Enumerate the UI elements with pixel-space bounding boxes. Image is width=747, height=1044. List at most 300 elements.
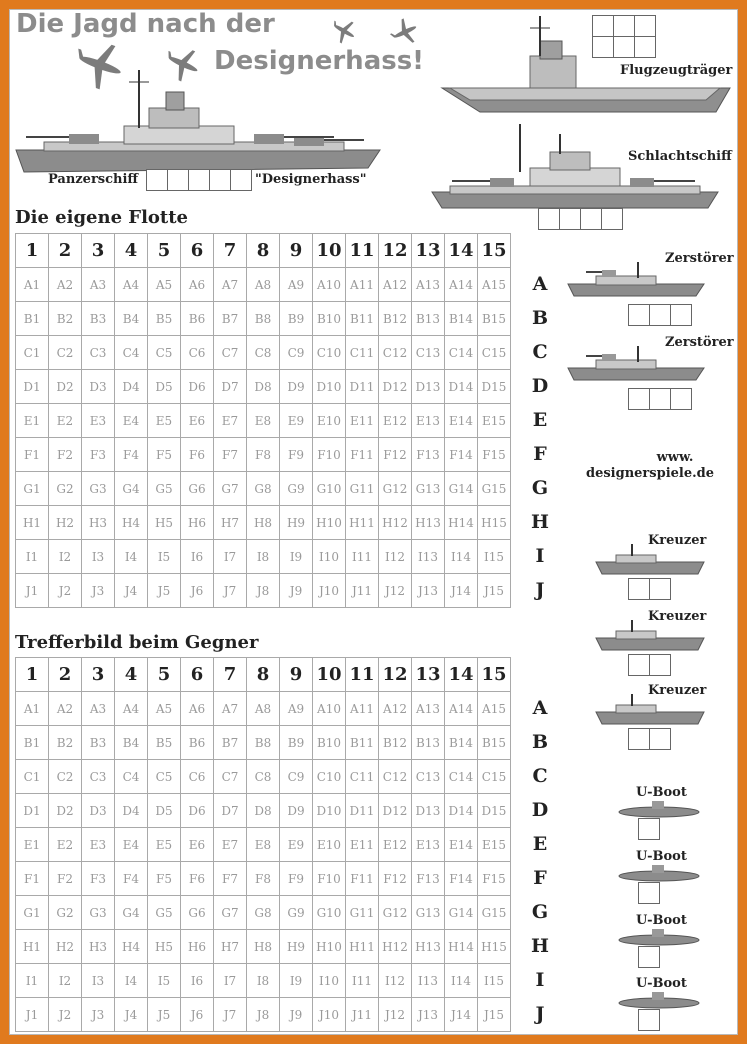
grid-cell[interactable]: J7	[214, 574, 247, 608]
grid-cell[interactable]: B5	[148, 302, 181, 336]
grid-cell[interactable]: B8	[247, 302, 280, 336]
grid-cell[interactable]: H3	[82, 506, 115, 540]
grid-cell[interactable]: I15	[478, 964, 511, 998]
grid-cell[interactable]: E7	[214, 404, 247, 438]
grid-cell[interactable]: E10	[313, 404, 346, 438]
grid-cell[interactable]: D4	[115, 794, 148, 828]
grid-cell[interactable]: H12	[379, 930, 412, 964]
grid-cell[interactable]: B3	[82, 302, 115, 336]
grid-cell[interactable]: E6	[181, 828, 214, 862]
grid-cell[interactable]: G13	[412, 472, 445, 506]
grid-cell[interactable]: C8	[247, 336, 280, 370]
grid-cell[interactable]: J2	[49, 998, 82, 1032]
grid-cell[interactable]: F11	[346, 862, 379, 896]
grid-cell[interactable]: I9	[280, 540, 313, 574]
grid-cell[interactable]: F4	[115, 862, 148, 896]
grid-cell[interactable]: I12	[379, 540, 412, 574]
grid-cell[interactable]: B13	[412, 302, 445, 336]
grid-cell[interactable]: H2	[49, 506, 82, 540]
grid-cell[interactable]: D5	[148, 794, 181, 828]
grid-cell[interactable]: B1	[16, 302, 49, 336]
grid-cell[interactable]: E13	[412, 828, 445, 862]
grid-cell[interactable]: I13	[412, 964, 445, 998]
grid-cell[interactable]: A3	[82, 692, 115, 726]
grid-cell[interactable]: A12	[379, 268, 412, 302]
grid-cell[interactable]: C6	[181, 760, 214, 794]
grid-cell[interactable]: A14	[445, 268, 478, 302]
grid-cell[interactable]: A5	[148, 692, 181, 726]
grid-cell[interactable]: E8	[247, 828, 280, 862]
grid-cell[interactable]: A10	[313, 268, 346, 302]
grid-cell[interactable]: E5	[148, 828, 181, 862]
grid-cell[interactable]: E11	[346, 828, 379, 862]
grid-cell[interactable]: D7	[214, 370, 247, 404]
grid-cell[interactable]: B9	[280, 726, 313, 760]
grid-cell[interactable]: D12	[379, 370, 412, 404]
grid-cell[interactable]: I8	[247, 540, 280, 574]
grid-cell[interactable]: I7	[214, 540, 247, 574]
grid-cell[interactable]: D2	[49, 794, 82, 828]
grid-cell[interactable]: J2	[49, 574, 82, 608]
grid-cell[interactable]: J6	[181, 998, 214, 1032]
grid-cell[interactable]: H3	[82, 930, 115, 964]
grid-cell[interactable]: B2	[49, 302, 82, 336]
grid-cell[interactable]: F5	[148, 438, 181, 472]
grid-cell[interactable]: J11	[346, 574, 379, 608]
grid-cell[interactable]: G7	[214, 896, 247, 930]
grid-cell[interactable]: I14	[445, 540, 478, 574]
grid-cell[interactable]: H1	[16, 506, 49, 540]
grid-cell[interactable]: E14	[445, 404, 478, 438]
grid-cell[interactable]: A7	[214, 268, 247, 302]
grid-cell[interactable]: C9	[280, 336, 313, 370]
grid-cell[interactable]: B3	[82, 726, 115, 760]
grid-cell[interactable]: I2	[49, 964, 82, 998]
grid-cell[interactable]: A1	[16, 268, 49, 302]
grid-cell[interactable]: A2	[49, 692, 82, 726]
carrier-hit-boxes-2[interactable]	[592, 36, 656, 58]
grid-cell[interactable]: D10	[313, 370, 346, 404]
grid-cell[interactable]: H7	[214, 930, 247, 964]
grid-cell[interactable]: C3	[82, 760, 115, 794]
grid-cell[interactable]: G5	[148, 896, 181, 930]
grid-cell[interactable]: F10	[313, 438, 346, 472]
grid-cell[interactable]: H6	[181, 506, 214, 540]
grid-cell[interactable]: C12	[379, 336, 412, 370]
grid-cell[interactable]: F1	[16, 862, 49, 896]
battleship-hit-boxes[interactable]	[538, 208, 623, 230]
grid-cell[interactable]: A4	[115, 692, 148, 726]
grid-cell[interactable]: D8	[247, 370, 280, 404]
grid-cell[interactable]: D13	[412, 370, 445, 404]
grid-cell[interactable]: A15	[478, 268, 511, 302]
grid-cell[interactable]: B12	[379, 726, 412, 760]
grid-cell[interactable]: G6	[181, 472, 214, 506]
grid-cell[interactable]: B15	[478, 302, 511, 336]
grid-cell[interactable]: H6	[181, 930, 214, 964]
grid-cell[interactable]: C5	[148, 760, 181, 794]
grid-cell[interactable]: B15	[478, 726, 511, 760]
grid-cell[interactable]: A8	[247, 268, 280, 302]
uboot-1-hit-box[interactable]	[638, 818, 660, 840]
grid-cell[interactable]: I1	[16, 540, 49, 574]
uboot-3-hit-box[interactable]	[638, 946, 660, 968]
grid-cell[interactable]: F5	[148, 862, 181, 896]
grid-cell[interactable]: G14	[445, 896, 478, 930]
grid-cell[interactable]: A6	[181, 692, 214, 726]
grid-cell[interactable]: H8	[247, 930, 280, 964]
grid-cell[interactable]: E1	[16, 404, 49, 438]
grid-cell[interactable]: J15	[478, 998, 511, 1032]
grid-cell[interactable]: J5	[148, 574, 181, 608]
grid-cell[interactable]: F9	[280, 438, 313, 472]
grid-cell[interactable]: A7	[214, 692, 247, 726]
grid-cell[interactable]: E1	[16, 828, 49, 862]
grid-cell[interactable]: G2	[49, 896, 82, 930]
grid-cell[interactable]: A4	[115, 268, 148, 302]
cruiser-1-hit-boxes[interactable]	[628, 578, 671, 600]
grid-cell[interactable]: E2	[49, 404, 82, 438]
grid-cell[interactable]: E11	[346, 404, 379, 438]
grid-cell[interactable]: B11	[346, 726, 379, 760]
grid-cell[interactable]: D7	[214, 794, 247, 828]
grid-cell[interactable]: D1	[16, 794, 49, 828]
grid-cell[interactable]: B13	[412, 726, 445, 760]
grid-cell[interactable]: E3	[82, 828, 115, 862]
grid-cell[interactable]: F9	[280, 862, 313, 896]
panzerschiff-hit-boxes[interactable]	[146, 169, 252, 191]
grid-cell[interactable]: H7	[214, 506, 247, 540]
grid-cell[interactable]: D9	[280, 370, 313, 404]
grid-cell[interactable]: E5	[148, 404, 181, 438]
grid-cell[interactable]: C15	[478, 336, 511, 370]
grid-cell[interactable]: C12	[379, 760, 412, 794]
grid-cell[interactable]: G11	[346, 896, 379, 930]
destroyer-1-hit-boxes[interactable]	[628, 304, 692, 326]
grid-cell[interactable]: D2	[49, 370, 82, 404]
grid-cell[interactable]: C14	[445, 336, 478, 370]
grid-cell[interactable]: G4	[115, 896, 148, 930]
grid-cell[interactable]: E9	[280, 828, 313, 862]
grid-cell[interactable]: E15	[478, 404, 511, 438]
grid-cell[interactable]: H8	[247, 506, 280, 540]
grid-cell[interactable]: I11	[346, 540, 379, 574]
grid-cell[interactable]: A5	[148, 268, 181, 302]
grid-cell[interactable]: C10	[313, 336, 346, 370]
grid-cell[interactable]: I9	[280, 964, 313, 998]
grid-cell[interactable]: F8	[247, 862, 280, 896]
grid-cell[interactable]: I11	[346, 964, 379, 998]
grid-cell[interactable]: I5	[148, 964, 181, 998]
grid-cell[interactable]: E6	[181, 404, 214, 438]
grid-cell[interactable]: I10	[313, 540, 346, 574]
grid-cell[interactable]: G9	[280, 472, 313, 506]
grid-cell[interactable]: H4	[115, 930, 148, 964]
grid-cell[interactable]: G3	[82, 896, 115, 930]
grid-cell[interactable]: B7	[214, 726, 247, 760]
grid-cell[interactable]: D13	[412, 794, 445, 828]
grid-cell[interactable]: E9	[280, 404, 313, 438]
grid-cell[interactable]: I8	[247, 964, 280, 998]
grid-cell[interactable]: G1	[16, 896, 49, 930]
grid-cell[interactable]: F13	[412, 438, 445, 472]
cruiser-3-hit-boxes[interactable]	[628, 728, 671, 750]
grid-cell[interactable]: E8	[247, 404, 280, 438]
grid-cell[interactable]: H11	[346, 506, 379, 540]
grid-cell[interactable]: F3	[82, 862, 115, 896]
cruiser-2-hit-boxes[interactable]	[628, 654, 671, 676]
grid-cell[interactable]: D14	[445, 370, 478, 404]
grid-cell[interactable]: J8	[247, 574, 280, 608]
grid-cell[interactable]: I2	[49, 540, 82, 574]
grid-cell[interactable]: H10	[313, 930, 346, 964]
grid-cell[interactable]: H9	[280, 930, 313, 964]
grid-cell[interactable]: I6	[181, 540, 214, 574]
grid-cell[interactable]: I3	[82, 540, 115, 574]
grid-cell[interactable]: C2	[49, 760, 82, 794]
grid-cell[interactable]: H14	[445, 506, 478, 540]
uboot-4-hit-box[interactable]	[638, 1009, 660, 1031]
uboot-2-hit-box[interactable]	[638, 882, 660, 904]
grid-cell[interactable]: J12	[379, 574, 412, 608]
grid-cell[interactable]: B14	[445, 302, 478, 336]
grid-cell[interactable]: E2	[49, 828, 82, 862]
grid-cell[interactable]: F10	[313, 862, 346, 896]
grid-cell[interactable]: A13	[412, 692, 445, 726]
grid-cell[interactable]: I4	[115, 964, 148, 998]
grid-cell[interactable]: A11	[346, 268, 379, 302]
grid-cell[interactable]: J11	[346, 998, 379, 1032]
grid-cell[interactable]: B12	[379, 302, 412, 336]
grid-cell[interactable]: B6	[181, 302, 214, 336]
grid-cell[interactable]: J14	[445, 998, 478, 1032]
grid-cell[interactable]: D3	[82, 794, 115, 828]
grid-cell[interactable]: D11	[346, 794, 379, 828]
grid-cell[interactable]: H2	[49, 930, 82, 964]
grid-cell[interactable]: F12	[379, 862, 412, 896]
grid-cell[interactable]: J5	[148, 998, 181, 1032]
grid-cell[interactable]: B7	[214, 302, 247, 336]
grid-cell[interactable]: I15	[478, 540, 511, 574]
grid-cell[interactable]: C8	[247, 760, 280, 794]
grid-cell[interactable]: F7	[214, 862, 247, 896]
grid-cell[interactable]: A8	[247, 692, 280, 726]
grid-cell[interactable]: J10	[313, 998, 346, 1032]
grid-cell[interactable]: J15	[478, 574, 511, 608]
grid-cell[interactable]: J9	[280, 998, 313, 1032]
grid-cell[interactable]: A14	[445, 692, 478, 726]
grid-cell[interactable]: A13	[412, 268, 445, 302]
grid-cell[interactable]: I12	[379, 964, 412, 998]
grid-cell[interactable]: B9	[280, 302, 313, 336]
grid-cell[interactable]: A9	[280, 268, 313, 302]
grid-cell[interactable]: F11	[346, 438, 379, 472]
grid-cell[interactable]: I7	[214, 964, 247, 998]
grid-cell[interactable]: C14	[445, 760, 478, 794]
grid-cell[interactable]: H11	[346, 930, 379, 964]
grid-cell[interactable]: H13	[412, 930, 445, 964]
grid-cell[interactable]: F12	[379, 438, 412, 472]
grid-cell[interactable]: C11	[346, 336, 379, 370]
grid-cell[interactable]: D3	[82, 370, 115, 404]
grid-cell[interactable]: F15	[478, 438, 511, 472]
grid-cell[interactable]: C11	[346, 760, 379, 794]
grid-cell[interactable]: D10	[313, 794, 346, 828]
grid-cell[interactable]: A15	[478, 692, 511, 726]
grid-cell[interactable]: H13	[412, 506, 445, 540]
grid-cell[interactable]: C9	[280, 760, 313, 794]
grid-cell[interactable]: J4	[115, 998, 148, 1032]
grid-cell[interactable]: E3	[82, 404, 115, 438]
grid-cell[interactable]: G8	[247, 472, 280, 506]
grid-cell[interactable]: I13	[412, 540, 445, 574]
grid-cell[interactable]: B10	[313, 302, 346, 336]
grid-cell[interactable]: D14	[445, 794, 478, 828]
grid-cell[interactable]: G3	[82, 472, 115, 506]
grid-cell[interactable]: C10	[313, 760, 346, 794]
grid-cell[interactable]: J7	[214, 998, 247, 1032]
grid-cell[interactable]: C1	[16, 760, 49, 794]
grid-cell[interactable]: E12	[379, 828, 412, 862]
grid-cell[interactable]: E14	[445, 828, 478, 862]
grid-cell[interactable]: D9	[280, 794, 313, 828]
grid-cell[interactable]: F14	[445, 862, 478, 896]
grid-cell[interactable]: C6	[181, 336, 214, 370]
grid-cell[interactable]: E10	[313, 828, 346, 862]
grid-cell[interactable]: J14	[445, 574, 478, 608]
grid-cell[interactable]: H15	[478, 930, 511, 964]
grid-cell[interactable]: B6	[181, 726, 214, 760]
grid-cell[interactable]: B5	[148, 726, 181, 760]
grid-cell[interactable]: B8	[247, 726, 280, 760]
grid-cell[interactable]: F2	[49, 862, 82, 896]
grid-cell[interactable]: E13	[412, 404, 445, 438]
grid-cell[interactable]: I6	[181, 964, 214, 998]
grid-cell[interactable]: I3	[82, 964, 115, 998]
grid-cell[interactable]: A12	[379, 692, 412, 726]
grid-cell[interactable]: D15	[478, 370, 511, 404]
grid-cell[interactable]: A6	[181, 268, 214, 302]
grid-cell[interactable]: I10	[313, 964, 346, 998]
grid-cell[interactable]: F14	[445, 438, 478, 472]
grid-cell[interactable]: A11	[346, 692, 379, 726]
grid-cell[interactable]: G6	[181, 896, 214, 930]
grid-cell[interactable]: F8	[247, 438, 280, 472]
grid-cell[interactable]: F13	[412, 862, 445, 896]
grid-cell[interactable]: G13	[412, 896, 445, 930]
grid-cell[interactable]: C1	[16, 336, 49, 370]
grid-cell[interactable]: J1	[16, 998, 49, 1032]
grid-cell[interactable]: G15	[478, 472, 511, 506]
grid-cell[interactable]: E4	[115, 404, 148, 438]
grid-cell[interactable]: B10	[313, 726, 346, 760]
grid-cell[interactable]: J1	[16, 574, 49, 608]
grid-cell[interactable]: F4	[115, 438, 148, 472]
grid-cell[interactable]: G10	[313, 896, 346, 930]
grid-cell[interactable]: J12	[379, 998, 412, 1032]
grid-cell[interactable]: J4	[115, 574, 148, 608]
grid-cell[interactable]: H10	[313, 506, 346, 540]
grid-cell[interactable]: H5	[148, 930, 181, 964]
grid-cell[interactable]: J3	[82, 574, 115, 608]
carrier-hit-boxes[interactable]	[592, 15, 656, 37]
grid-cell[interactable]: H5	[148, 506, 181, 540]
grid-cell[interactable]: F1	[16, 438, 49, 472]
grid-cell[interactable]: C2	[49, 336, 82, 370]
grid-cell[interactable]: C4	[115, 760, 148, 794]
grid-cell[interactable]: F6	[181, 438, 214, 472]
grid-cell[interactable]: B1	[16, 726, 49, 760]
grid-cell[interactable]: I4	[115, 540, 148, 574]
grid-cell[interactable]: A1	[16, 692, 49, 726]
grid-cell[interactable]: G12	[379, 472, 412, 506]
grid-cell[interactable]: G9	[280, 896, 313, 930]
grid-cell[interactable]: J6	[181, 574, 214, 608]
grid-cell[interactable]: A2	[49, 268, 82, 302]
grid-cell[interactable]: J3	[82, 998, 115, 1032]
grid-cell[interactable]: D4	[115, 370, 148, 404]
grid-cell[interactable]: J8	[247, 998, 280, 1032]
grid-cell[interactable]: H12	[379, 506, 412, 540]
grid-cell[interactable]: C13	[412, 336, 445, 370]
grid-cell[interactable]: I1	[16, 964, 49, 998]
grid-cell[interactable]: D1	[16, 370, 49, 404]
grid-cell[interactable]: J13	[412, 574, 445, 608]
grid-cell[interactable]: G5	[148, 472, 181, 506]
grid-cell[interactable]: C3	[82, 336, 115, 370]
grid-cell[interactable]: G2	[49, 472, 82, 506]
grid-cell[interactable]: G8	[247, 896, 280, 930]
grid-cell[interactable]: E4	[115, 828, 148, 862]
grid-cell[interactable]: G11	[346, 472, 379, 506]
grid-cell[interactable]: G15	[478, 896, 511, 930]
grid-cell[interactable]: D8	[247, 794, 280, 828]
grid-cell[interactable]: B4	[115, 726, 148, 760]
grid-cell[interactable]: A3	[82, 268, 115, 302]
grid-cell[interactable]: H4	[115, 506, 148, 540]
grid-cell[interactable]: H1	[16, 930, 49, 964]
grid-cell[interactable]: A9	[280, 692, 313, 726]
destroyer-2-hit-boxes[interactable]	[628, 388, 692, 410]
grid-cell[interactable]: D12	[379, 794, 412, 828]
grid-cell[interactable]: J13	[412, 998, 445, 1032]
grid-cell[interactable]: C13	[412, 760, 445, 794]
grid-cell[interactable]: C7	[214, 760, 247, 794]
grid-cell[interactable]: D15	[478, 794, 511, 828]
grid-cell[interactable]: J10	[313, 574, 346, 608]
grid-cell[interactable]: F2	[49, 438, 82, 472]
grid-cell[interactable]: B4	[115, 302, 148, 336]
grid-cell[interactable]: F7	[214, 438, 247, 472]
grid-cell[interactable]: D6	[181, 794, 214, 828]
grid-cell[interactable]: B2	[49, 726, 82, 760]
grid-cell[interactable]: A10	[313, 692, 346, 726]
grid-cell[interactable]: H14	[445, 930, 478, 964]
grid-cell[interactable]: D11	[346, 370, 379, 404]
grid-cell[interactable]: D6	[181, 370, 214, 404]
grid-cell[interactable]: I5	[148, 540, 181, 574]
grid-cell[interactable]: F6	[181, 862, 214, 896]
grid-cell[interactable]: E7	[214, 828, 247, 862]
grid-cell[interactable]: G4	[115, 472, 148, 506]
grid-cell[interactable]: G7	[214, 472, 247, 506]
grid-cell[interactable]: J9	[280, 574, 313, 608]
grid-cell[interactable]: E12	[379, 404, 412, 438]
grid-cell[interactable]: G1	[16, 472, 49, 506]
grid-cell[interactable]: D5	[148, 370, 181, 404]
grid-cell[interactable]: C4	[115, 336, 148, 370]
grid-cell[interactable]: C15	[478, 760, 511, 794]
